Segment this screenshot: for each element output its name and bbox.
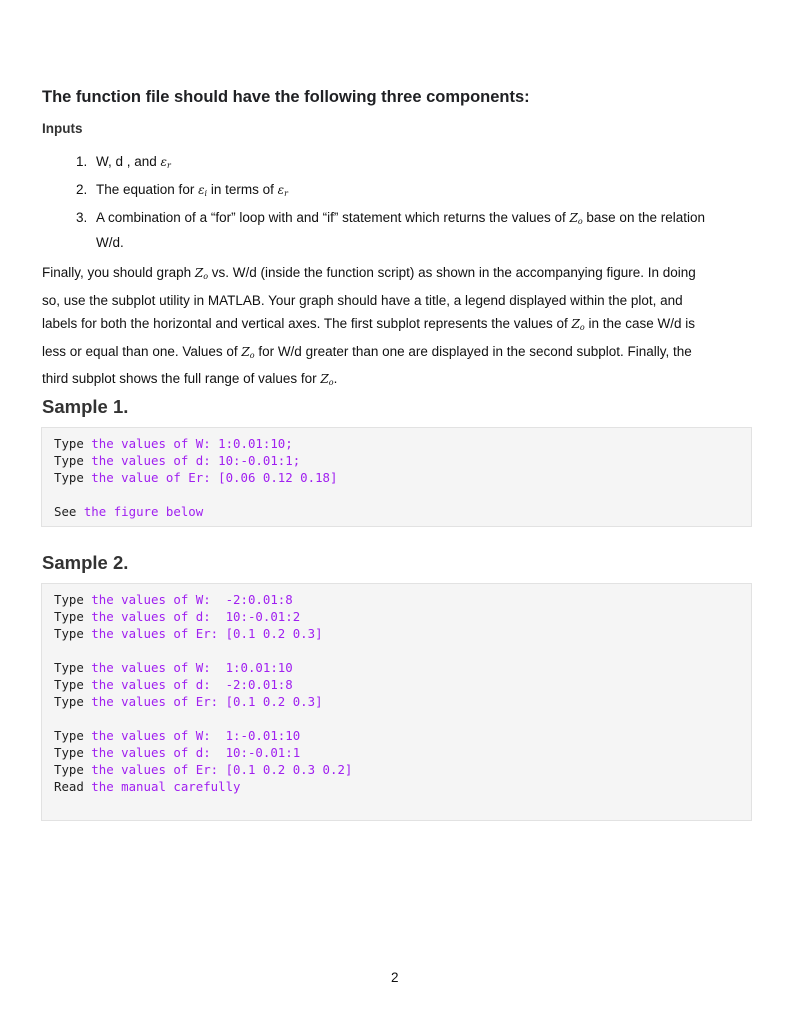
- code-line: Type the values of W: 1:0.01:10: [54, 660, 293, 675]
- code-line: Type the values of W: 1:0.01:10;: [54, 436, 293, 451]
- inputs-label: Inputs: [42, 121, 83, 136]
- code-line: [54, 710, 739, 727]
- code-line: Type the values of W: 1:-0.01:10: [54, 728, 301, 743]
- code-line: Type the values of Er: [0.1 0.2 0.3]: [54, 694, 323, 709]
- code-line: Type the values of Er: [0.1 0.2 0.3]: [54, 626, 323, 641]
- code-line: Type the values of Er: [0.1 0.2 0.3 0.2]: [54, 762, 353, 777]
- code-line: [54, 486, 739, 503]
- code-line: Type the values of d: 10:-0.01:2: [54, 609, 301, 624]
- sample-1-title: Sample 1.: [42, 396, 129, 417]
- components-list: [76, 151, 716, 256]
- list-item: 2. The equation for $\varepsilon_i$ in terms of $\varepsilon_r$: [76, 182, 288, 198]
- list-item: 3. A combination of a “for” loop with and “if” statement which returns the values of $Z_o$ base on the relation W/d.: [76, 210, 705, 250]
- list-item: 1. W, d , and $\varepsilon_r$: [76, 154, 171, 170]
- sample-2-code-block: [41, 583, 752, 821]
- code-line: Type the values of d: -2:0.01:8: [54, 677, 293, 692]
- code-line: [54, 642, 739, 659]
- page-number: 2: [391, 970, 399, 985]
- code-line: Type the values of W: -2:0.01:8: [54, 592, 293, 607]
- sample-1-code-block: [41, 427, 752, 527]
- code-line: Type the values of d: 10:-0.01:1;: [54, 453, 301, 468]
- sample-2-title: Sample 2.: [42, 552, 129, 573]
- code-line: Type the value of Er: [0.06 0.12 0.18]: [54, 470, 338, 485]
- code-line: Read the manual carefully: [54, 779, 241, 794]
- section-heading: The function file should have the following three components:: [42, 88, 530, 106]
- instructions-paragraph: Finally, you should graph $Z_o$ vs. W/d (inside the function script) as shown in the accompanying figure. In doing so, use the subplot utility in MATLAB. Your graph should have a title, a legend displayed within the plot, and labels for both the horizontal and vertical axes. The first subplot represents the values of $Z_o$ in the case W/d is less or equal than one. Values of $Z_o$ for W/d greater than one are displayed in the second subplot. Finally, the third subplot shows the full range of values for $Z_o$.: [42, 265, 696, 387]
- code-line: Type the values of d: 10:-0.01:1: [54, 745, 301, 760]
- code-line: See the figure below: [54, 504, 204, 519]
